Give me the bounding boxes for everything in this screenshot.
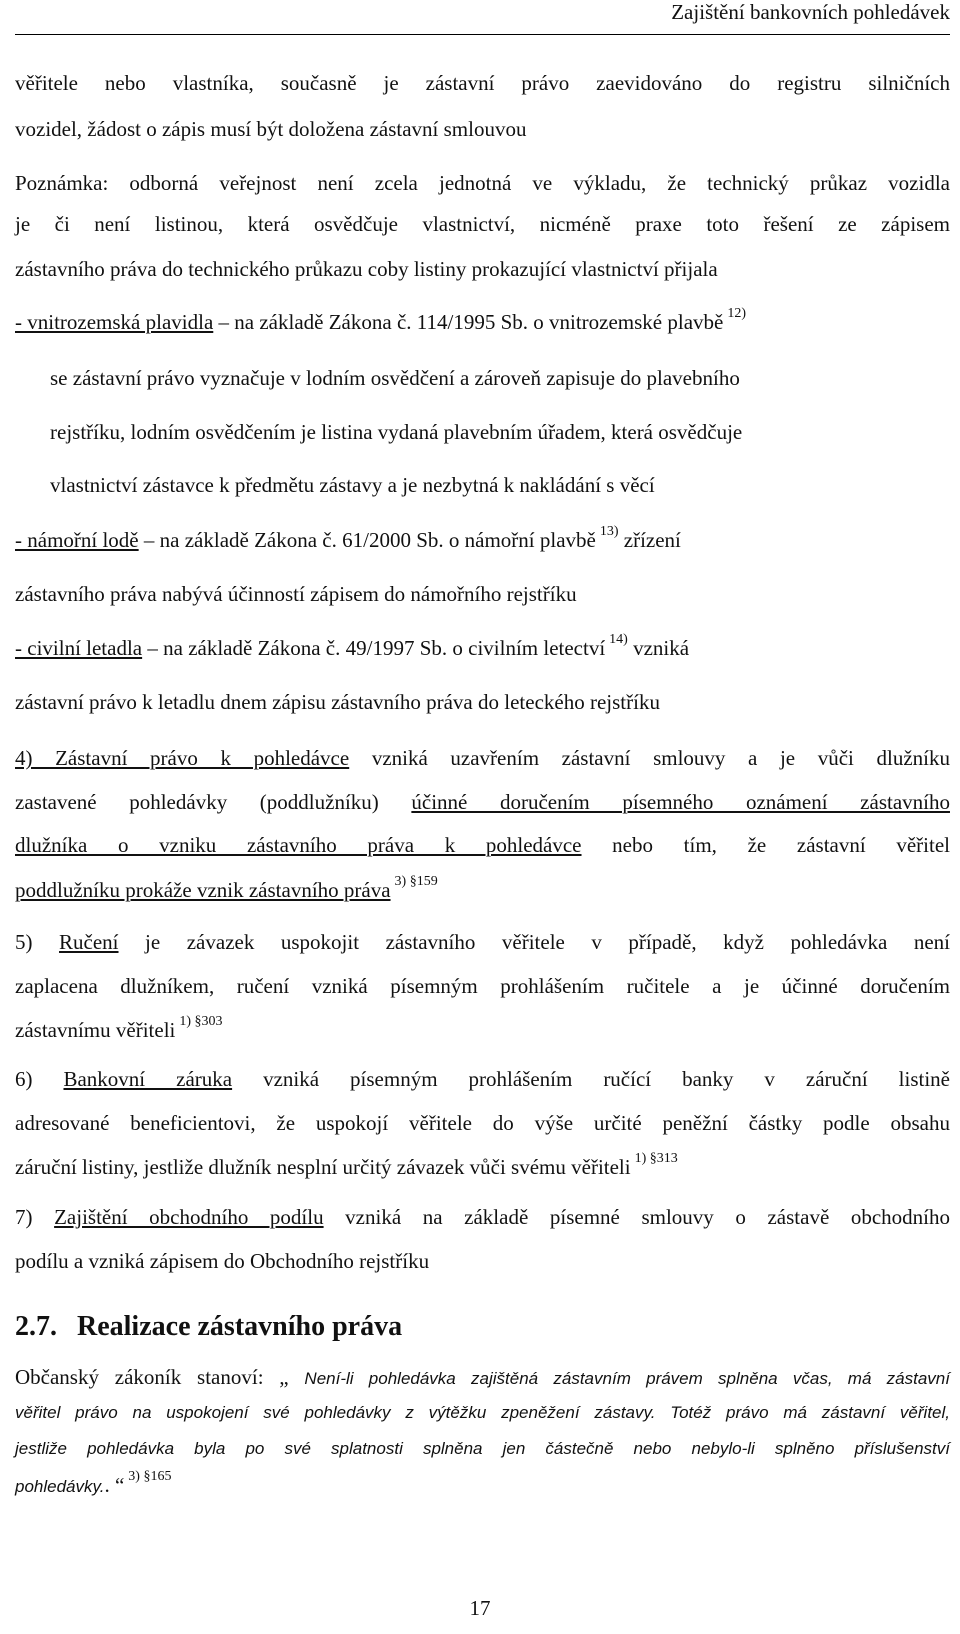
line-text: zřízení bbox=[618, 528, 681, 552]
footnote-ref: 3) §165 bbox=[128, 1469, 172, 1484]
line-text: záruční listiny, jestliže dlužník nesplní určitý závazek vůči svému věřiteli bbox=[15, 1155, 631, 1179]
underlined-term: 4) Zástavní právo k pohledávce bbox=[15, 746, 350, 770]
paragraph-line: vlastnictví zástavce k předmětu zástavy a je nezbytná k nakládání s věcí bbox=[50, 473, 655, 497]
quote-line bbox=[15, 1364, 950, 1392]
line-text: vzniká písemným prohlášením ručící banky v záruční listině bbox=[232, 1067, 950, 1091]
list-item-namorni-lode bbox=[15, 524, 950, 557]
paragraph-7-line bbox=[15, 1204, 950, 1230]
line-text: vzniká bbox=[627, 636, 690, 660]
section-heading bbox=[15, 1310, 402, 1344]
underlined-term: poddlužníku prokáže vznik zástavního práva bbox=[15, 878, 391, 902]
quote-text: pohledávky. bbox=[15, 1477, 105, 1496]
paragraph-6-line bbox=[15, 1151, 950, 1184]
underlined-term: - civilní letadla bbox=[15, 636, 143, 660]
paragraph-line: zástavní právo k letadlu dnem zápisu zástavního práva do leteckého rejstříku bbox=[15, 690, 660, 714]
quote-line bbox=[15, 1469, 950, 1502]
quote-text: Není-li pohledávka zajištěná zástavním právem splněna včas, má zástavní bbox=[304, 1369, 950, 1388]
underlined-term: Bankovní záruka bbox=[63, 1067, 233, 1091]
paragraph-line: Poznámka: odborná veřejnost není zcela jednotná ve výkladu, že technický průkaz vozidla bbox=[15, 171, 950, 195]
running-header: Zajištění bankovních pohledávek bbox=[671, 0, 950, 24]
line-text: – na základě Zákona č. 61/2000 Sb. o námořní plavbě bbox=[138, 528, 596, 552]
underlined-term: dlužníka o vzniku zástavního práva k pohledávce bbox=[15, 833, 582, 857]
paragraph-6-line bbox=[15, 1066, 950, 1092]
header-rule bbox=[15, 34, 950, 35]
line-text: vzniká na základě písemné smlouvy o zástavě obchodního bbox=[323, 1205, 951, 1229]
line-text: je závazek uspokojit zástavního věřitele v případě, když pohledávka není bbox=[118, 930, 950, 954]
footnote-ref: 14) bbox=[609, 632, 628, 647]
line-text: zástavnímu věřiteli bbox=[15, 1018, 176, 1042]
paragraph-line: vozidel, žádost o zápis musí být doložena zástavní smlouvou bbox=[15, 117, 527, 141]
line-text: zastavené pohledávky (poddlužníku) bbox=[15, 790, 412, 814]
quote-close: . “ bbox=[104, 1473, 125, 1497]
line-text: nebo tím, že zástavní věřitel bbox=[581, 833, 950, 857]
line-text: 5) bbox=[15, 930, 60, 954]
underlined-term: účinné doručením písemného oznámení zástavního bbox=[411, 790, 950, 814]
quote-intro: Občanský zákoník stanoví: „ bbox=[15, 1365, 305, 1389]
paragraph-line: zástavního práva nabývá účinností zápisem do námořního rejstříku bbox=[15, 582, 577, 606]
paragraph-5-line bbox=[15, 1014, 950, 1047]
paragraph-line: rejstříku, lodním osvědčením je listina vydaná plavebním úřadem, která osvědčuje bbox=[50, 420, 743, 444]
paragraph-4-line bbox=[15, 789, 950, 815]
paragraph-line: věřitele nebo vlastníka, současně je zástavní právo zaevidováno do registru silničních bbox=[15, 71, 950, 95]
section-number: 2.7. bbox=[15, 1311, 57, 1342]
paragraph-line: podílu a vzniká zápisem do Obchodního rejstříku bbox=[15, 1249, 430, 1273]
paragraph-line: je či není listinou, která osvědčuje vlastnictví, nicméně praxe toto řešení ze zápisem bbox=[15, 212, 950, 236]
paragraph-line: zástavního práva do technického průkazu coby listiny prokazující vlastnictví přijala bbox=[15, 257, 718, 281]
list-item-vnitrozemska-plavidla bbox=[15, 306, 950, 339]
paragraph-4-line bbox=[15, 832, 950, 858]
list-item-civilni-letadla bbox=[15, 632, 950, 665]
paragraph-line: zaplacena dlužníkem, ručení vzniká písemným prohlášením ručitele a je účinné doručením bbox=[15, 974, 950, 998]
paragraph-4-line bbox=[15, 745, 950, 771]
footnote-ref: 13) bbox=[599, 524, 619, 539]
underlined-term: Zajištění obchodního podílu bbox=[54, 1205, 324, 1229]
line-text: vzniká uzavřením zástavní smlouvy a je vůči dlužníku bbox=[349, 746, 950, 770]
section-title: Realizace zástavního práva bbox=[77, 1311, 403, 1342]
underlined-term: Ručení bbox=[59, 930, 119, 954]
footnote-ref: 1) §303 bbox=[179, 1014, 223, 1029]
paragraph-line: adresované beneficientovi, že uspokojí věřitele do výše určité peněžní částky podle obsahu bbox=[15, 1111, 950, 1135]
footnote-ref: 3) §159 bbox=[394, 874, 438, 889]
paragraph-line: se zástavní právo vyznačuje v lodním osvědčení a zároveň zapisuje do plavebního bbox=[50, 366, 740, 390]
underlined-term: - vnitrozemská plavidla bbox=[15, 310, 214, 334]
footnote-ref: 1) §313 bbox=[634, 1151, 678, 1166]
line-text: – na základě Zákona č. 114/1995 Sb. o vnitrozemské plavbě bbox=[213, 310, 724, 334]
paragraph-4-line bbox=[15, 874, 950, 907]
line-text: 6) bbox=[15, 1067, 64, 1091]
line-text: – na základě Zákona č. 49/1997 Sb. o civilním letectví bbox=[142, 636, 606, 660]
page-number: 17 bbox=[469, 1596, 491, 1620]
footnote-ref: 12) bbox=[727, 306, 747, 321]
line-text: 7) bbox=[15, 1205, 55, 1229]
quote-line: jestliže pohledávka byla po své splatnosti splněna jen částečně nebo nebylo-li splněno příslušenství bbox=[15, 1439, 950, 1458]
quote-line: věřitel právo na uspokojení své pohledávky z výtěžku zpeněžení zástavy. Totéž právo má zástavní věřitel, bbox=[15, 1403, 950, 1422]
underlined-term: - námořní lodě bbox=[15, 528, 139, 552]
paragraph-5-line bbox=[15, 929, 950, 955]
